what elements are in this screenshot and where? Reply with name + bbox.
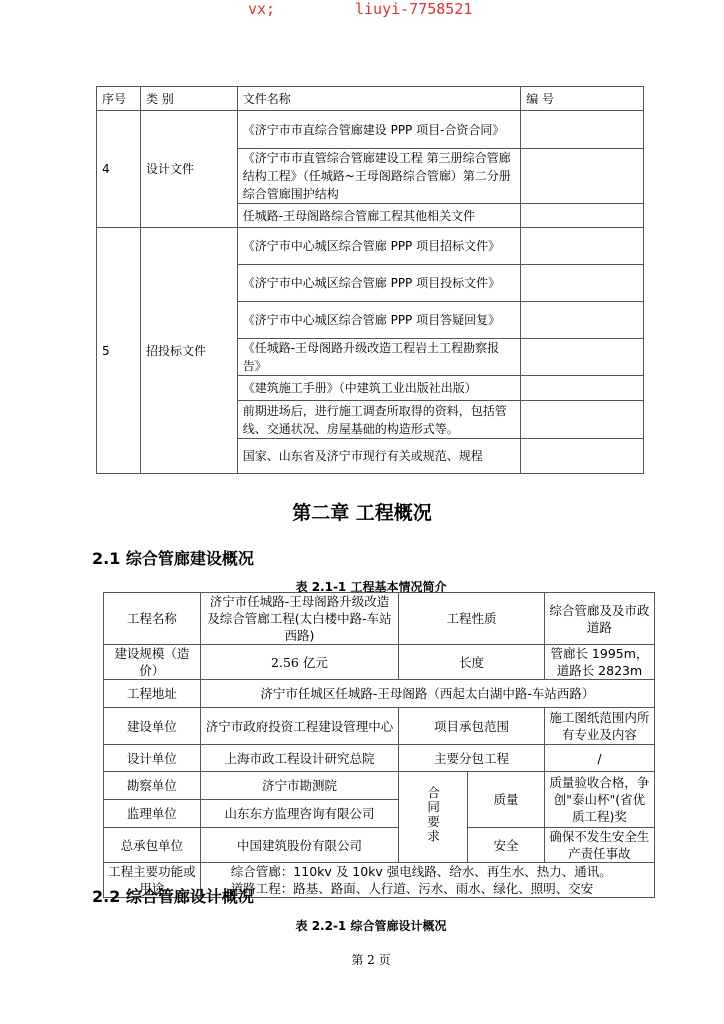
section-heading-2-1: 2.1 综合管廊建设概况 xyxy=(92,549,254,568)
label-length: 长度 xyxy=(399,645,545,680)
group-category: 设计文件 xyxy=(140,111,237,228)
label-general-contractor: 总承包单位 xyxy=(104,828,201,863)
label-quality: 质量 xyxy=(468,772,545,828)
value-owner: 济宁市政府投资工程建设管理中心 xyxy=(200,708,398,745)
doc-code xyxy=(521,265,644,302)
label-scale: 建设规模（造价） xyxy=(104,645,201,680)
value-project-name: 济宁市任城路-王母阁路升级改造及综合管廊工程(太白楼中路-车站西路) xyxy=(200,593,398,645)
doc-code xyxy=(521,339,644,376)
section-heading-2-2: 2.2 综合管廊设计概况 xyxy=(92,887,254,906)
table-row xyxy=(104,680,655,708)
watermark-right: liuyi-7758521 xyxy=(355,0,473,18)
value-address: 济宁市任城区任城路-王母阁路（西起太白湖中路-车站西路） xyxy=(200,680,654,708)
value-project-nature: 综合管廊及及市政道路 xyxy=(544,593,654,645)
project-info-table xyxy=(103,592,655,898)
doc-name: 任城路-王母阁路综合管廊工程其他相关文件 xyxy=(237,204,520,228)
doc-code xyxy=(521,439,644,474)
contract-requirements-text: 合同要求 xyxy=(425,786,441,844)
value-function xyxy=(200,863,654,898)
doc-code xyxy=(521,204,644,228)
table-caption-2-2-1: 表 2.2-1 综合管廊设计概况 xyxy=(295,919,447,933)
value-length: 管廊长 1995m，道路长 2823m xyxy=(544,645,654,680)
watermark-left: vx; xyxy=(248,0,276,18)
value-subcontract: / xyxy=(544,745,654,772)
table-row xyxy=(104,645,655,680)
value-scope: 施工图纸范围内所有专业及内容 xyxy=(544,708,654,745)
value-quality: 质量验收合格，争创"泰山杯"(省优质工程)奖 xyxy=(544,772,654,828)
doc-name: 国家、山东省及济宁市现行有关或规范、规程 xyxy=(237,439,520,474)
table-row xyxy=(97,111,644,149)
group-category: 招投标文件 xyxy=(140,228,237,474)
label-owner: 建设单位 xyxy=(104,708,201,745)
doc-code xyxy=(521,376,644,401)
label-subcontract: 主要分包工程 xyxy=(399,745,545,772)
doc-name: 《济宁市市直管综合管廊建设工程 第三册综合管廊结构工程》（任城路~王母阁路综合管廊）第二分册 综合管廊围护结构 xyxy=(237,149,520,204)
value-cost: 2.56 亿元 xyxy=(200,645,398,680)
doc-name: 《济宁市中心城区综合管廊 PPP 项目招标文件》 xyxy=(237,228,520,265)
doc-code xyxy=(521,401,644,439)
doc-code xyxy=(521,302,644,339)
table-header-row xyxy=(97,87,644,111)
doc-name: 《建筑施工手册》（中建筑工业出版社出版） xyxy=(237,376,520,401)
function-line-pipe-gallery: 综合管廊：110kv 及 10kv 强电线路、给水、再生水、热力、通讯。 xyxy=(230,864,612,879)
label-safety: 安全 xyxy=(468,828,545,863)
table-row xyxy=(104,772,655,800)
table-row xyxy=(104,828,655,863)
table-row xyxy=(104,745,655,772)
doc-name: 《济宁市中心城区综合管廊 PPP 项目投标文件》 xyxy=(237,265,520,302)
value-designer: 上海市政工程设计研究总院 xyxy=(200,745,398,772)
value-safety: 确保不发生安全生产责任事故 xyxy=(544,828,654,863)
table-row xyxy=(104,593,655,645)
header-code: 编 号 xyxy=(521,87,644,111)
value-general-contractor: 中国建筑股份有限公司 xyxy=(200,828,398,863)
chapter-title: 第二章 工程概况 xyxy=(292,502,432,524)
header-no: 序号 xyxy=(97,87,141,111)
label-function: 工程主要功能或用途 xyxy=(104,863,201,898)
header-category: 类 别 xyxy=(140,87,237,111)
label-designer: 设计单位 xyxy=(104,745,201,772)
value-survey: 济宁市勘测院 xyxy=(200,772,398,800)
doc-code xyxy=(521,149,644,204)
group-no: 5 xyxy=(97,228,141,474)
value-supervisor: 山东东方监理咨询有限公司 xyxy=(200,800,398,828)
doc-name: 《济宁市中心城区综合管廊 PPP 项目答疑回复》 xyxy=(237,302,520,339)
table-row xyxy=(104,708,655,745)
label-contract-requirements xyxy=(399,772,468,863)
doc-name: 《任城路-王母阁路升级改造工程岩土工程勘察报告》 xyxy=(237,339,520,376)
function-line-road: 道路工程：路基、路面、人行道、污水、雨水、绿化、照明、交安 xyxy=(230,881,594,896)
watermark xyxy=(0,0,724,22)
label-scope: 项目承包范围 xyxy=(399,708,545,745)
label-supervisor: 监理单位 xyxy=(104,800,201,828)
reference-documents-table xyxy=(96,86,644,474)
label-address: 工程地址 xyxy=(104,680,201,708)
header-doc-name: 文件名称 xyxy=(237,87,520,111)
doc-code xyxy=(521,228,644,265)
doc-name: 《济宁市市直综合管廊建设 PPP 项目-合资合同》 xyxy=(237,111,520,149)
doc-name: 前期进场后，进行施工调查所取得的资料，包括管线、交通状况、房屋基础的构造形式等。 xyxy=(237,401,520,439)
group-no: 4 xyxy=(97,111,141,228)
label-project-name: 工程名称 xyxy=(104,593,201,645)
label-project-nature: 工程性质 xyxy=(399,593,545,645)
table-caption-2-1-1: 表 2.1-1 工程基本情况简介 xyxy=(295,580,447,594)
table-row xyxy=(97,228,644,265)
doc-code xyxy=(521,111,644,149)
page-number: 第 2 页 xyxy=(351,953,391,967)
label-survey: 勘察单位 xyxy=(104,772,201,800)
